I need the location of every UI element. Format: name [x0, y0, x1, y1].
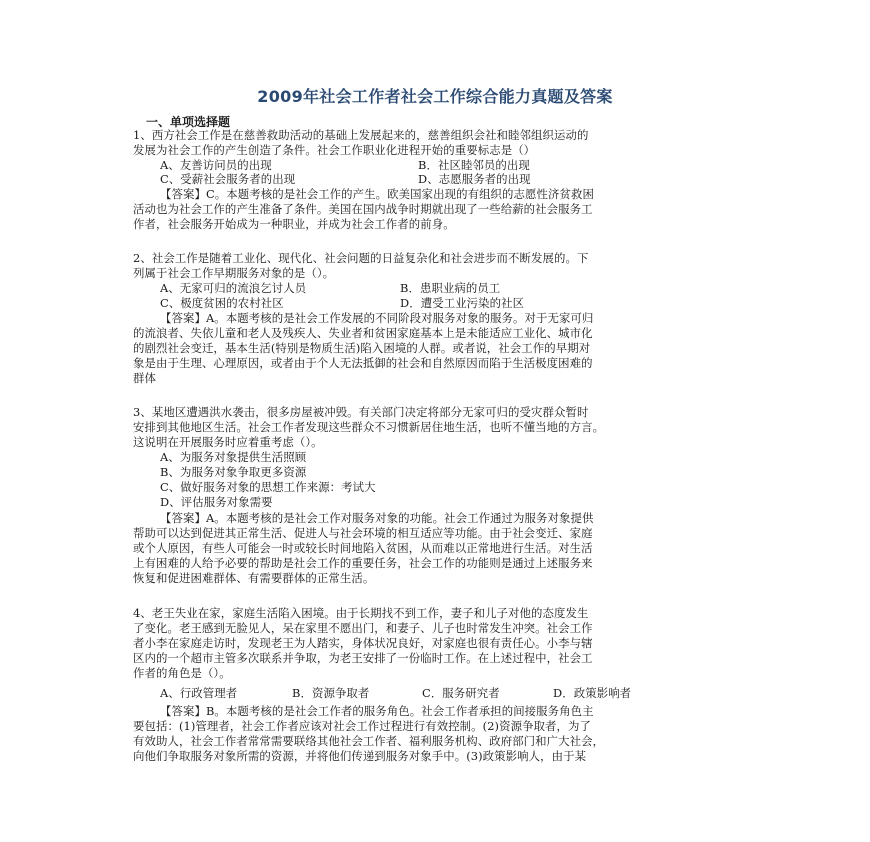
question-2-option-b: B．患职业病的员工: [400, 281, 501, 295]
question-2-answer-line-3: 的剧烈社会变迁，基本生活(特别是物质生活)陷入困境的人群。或者说，社会工作的早期对: [133, 341, 591, 355]
question-3-option-b: B、为服务对象争取更多资源: [160, 465, 307, 479]
question-2-stem-line-1: 2、社会工作是随着工业化、现代化、社会问题的日益复杂化和社会进步而不断发展的。下: [133, 251, 589, 265]
question-4-stem-line-1: 4、老王失业在家，家庭生活陷入困境。由于长期找不到工作，妻子和儿子对他的态度发生: [133, 606, 589, 620]
question-4-answer-line-3: 有效助人，社会工作者常常需要联络其他社会工作者、福利服务机构、政府部门和广大社会，: [133, 734, 605, 748]
question-1-stem-line-1: 1、西方社会工作是在慈善救助活动的基础上发展起来的，慈善组织会社和睦邻组织运动的: [133, 128, 589, 142]
question-3-answer-line-3: 或个人原因，有些人可能会一时或较长时间地陷入贫困，从而难以正常地进行生活。对生活: [133, 541, 593, 555]
question-2-answer-line-1: 【答案】A。本题考核的是社会工作发展的不同阶段对服务对象的服务。对于无家可归: [160, 311, 594, 325]
question-3-option-a: A、为服务对象提供生活照顾: [160, 450, 307, 464]
question-4-stem-line-5: 作者的角色是（）。: [133, 666, 231, 680]
question-3-stem-line-2: 安排到其他地区生活。社会工作者发现这些群众不习惯新居住地生活，也听不懂当地的方言。: [133, 420, 605, 434]
question-2-answer-line-2: 的流浪者、失依儿童和老人及残疾人、失业者和贫困家庭基本上是未能适应工业化、城市化: [133, 326, 593, 340]
question-4-option-c: C．服务研究者: [422, 686, 500, 700]
question-4-answer-line-1: 【答案】B。本题考核的是社会工作者的服务角色。社会工作者承担的间接服务角色主: [160, 704, 594, 718]
question-3-answer-line-1: 【答案】A。本题考核的是社会工作对服务对象的功能。社会工作通过为服务对象提供: [160, 511, 594, 525]
question-4-option-a: A、行政管理者: [160, 686, 238, 700]
question-1-option-c: C、受薪社会服务者的出现: [160, 172, 296, 186]
question-2-stem-line-2: 列属于社会工作早期服务对象的是（）。: [133, 266, 335, 280]
question-2-option-c: C、极度贫困的农村社区: [160, 296, 284, 310]
question-2-option-a: A、无家可归的流浪乞讨人员: [160, 281, 307, 295]
question-4-option-d: D．政策影响者: [553, 686, 632, 700]
question-2-option-d: D．遭受工业污染的社区: [400, 296, 525, 310]
question-3-answer-line-2: 帮助可以达到促进其正常生活、促进人与社会环境的相互适应等功能。由于社会变迁、家庭: [133, 526, 593, 540]
question-3-stem-line-1: 3、某地区遭遇洪水袭击，很多房屋被冲毁。有关部门决定将部分无家可归的受灾群众暂时: [133, 405, 589, 419]
question-4-option-b: B．资源争取者: [292, 686, 370, 700]
question-1-option-d: D、志愿服务者的出现: [418, 172, 531, 186]
question-4-stem-line-3: 者小李在家庭走访时，发现老王为人踏实，身体状况良好，对家庭也很有责任心。小李与辖: [133, 636, 593, 650]
question-2-answer-line-5: 群体: [133, 371, 156, 385]
question-4-answer-line-2: 要包括：(1)管理者，社会工作者应该对社会工作过程进行有效控制。(2)资源争取者，为了: [133, 719, 592, 733]
question-1-answer-line-1: 【答案】C。本题考核的是社会工作的产生。欧美国家出现的有组织的志愿性济贫救困: [160, 187, 594, 201]
section-heading: 一、单项选择题: [146, 115, 231, 129]
question-1-stem-line-2: 发展为社会工作的产生创造了条件。社会工作职业化进程开始的重要标志是（）: [133, 143, 536, 157]
question-4-stem-line-4: 区内的一个超市主管多次联系并争取，为老王安排了一份临时工作。在上述过程中，社会工: [133, 651, 593, 665]
page-title: 2009年社会工作者社会工作综合能力真题及答案: [257, 87, 613, 106]
question-4-answer-line-4: 向他们争取服务对象所需的资源，并将他们传递到服务对象手中。(3)政策影响人，由于某: [133, 749, 587, 763]
question-3-option-d: D、评估服务对象需要: [160, 495, 273, 509]
question-3-answer-line-4: 上有困难的人给予必要的帮助是社会工作的重要任务，社会工作的功能则是通过上述服务来: [133, 556, 593, 570]
question-1-option-b: B．社区睦邻员的出现: [418, 158, 530, 172]
question-1-option-a: A、友善访问员的出现: [160, 158, 272, 172]
question-2-answer-line-4: 象是由于生理、心理原因，或者由于个人无法抵御的社会和自然原因而陷于生活极度困难的: [133, 356, 593, 370]
question-4-stem-line-2: 了变化。老王感到无脸见人，呆在家里不愿出门，和妻子、儿子也时常发生冲突。社会工作: [133, 621, 593, 635]
question-3-option-c: C、做好服务对象的思想工作来源：考试大: [160, 480, 376, 494]
question-1-answer-line-2: 活动也为社会工作的产生准备了条件。美国在国内战争时期就出现了一些给薪的社会服务工: [133, 202, 593, 216]
question-1-answer-line-3: 作者，社会服务开始成为一种职业，并成为社会工作者的前身。: [133, 217, 455, 231]
question-3-stem-line-3: 这说明在开展服务时应着重考虑（）。: [133, 435, 323, 449]
question-3-answer-line-5: 恢复和促进困难群体、有需要群体的正常生活。: [133, 571, 375, 585]
